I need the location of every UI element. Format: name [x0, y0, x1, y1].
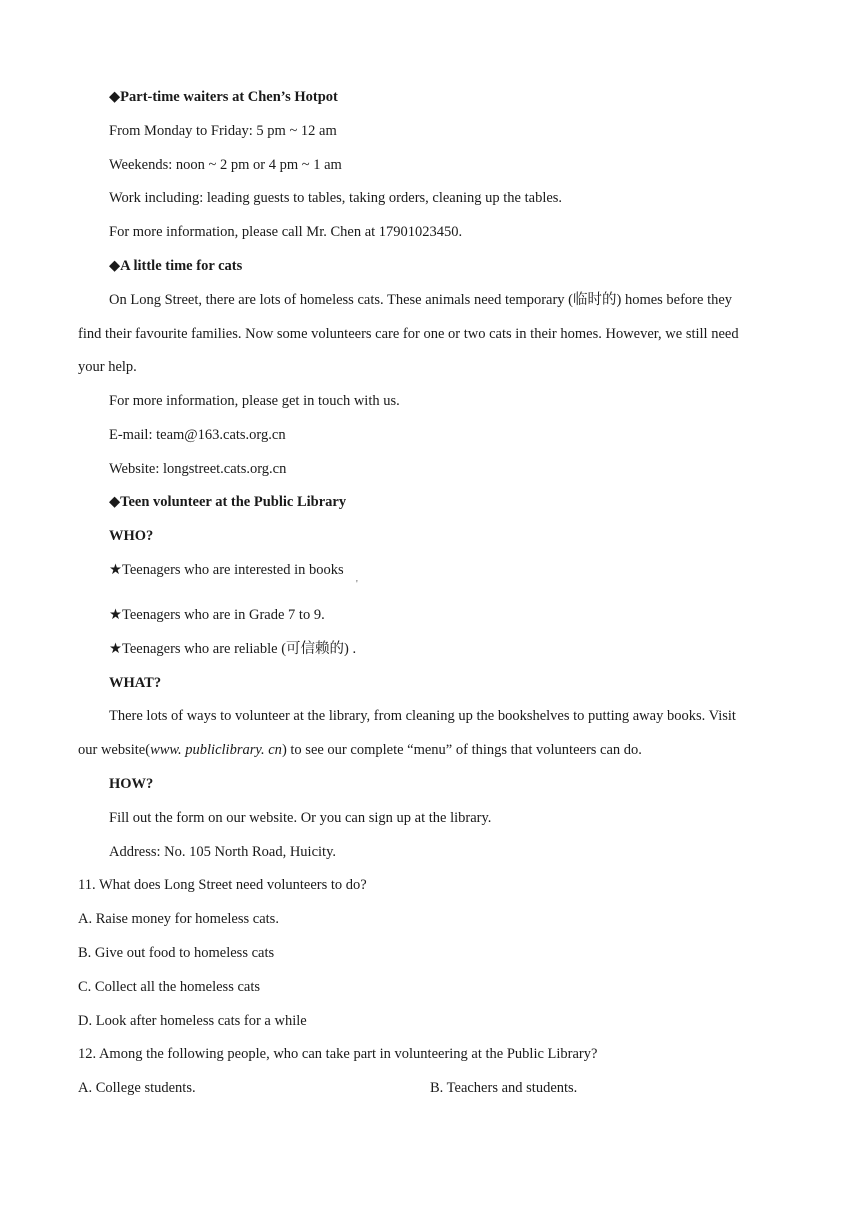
library-what-line: There lots of ways to volunteer at the library, from cleaning up the bookshelves to putting away books. Visit	[109, 708, 736, 724]
question-option: A. Raise money for homeless cats.	[78, 911, 279, 927]
library-how-label: HOW?	[109, 776, 154, 792]
hotpot-weekdays: From Monday to Friday: 5 pm ~ 12 am	[109, 123, 337, 139]
library-address: Address: No. 105 North Road, Huicity.	[109, 844, 337, 860]
cats-email: E-mail: team@163.cats.org.cn	[109, 427, 286, 443]
library-how-line: Fill out the form on our website. Or you can sign up at the library.	[109, 810, 492, 826]
cats-body-line: On Long Street, there are lots of homeless cats. These animals need temporary (临时的) homes before they	[109, 292, 733, 308]
library-who-item: ★Teenagers who are interested in books	[109, 562, 344, 578]
library-what-line	[78, 740, 642, 760]
library-what-text: ) to see our complete “menu” of things that volunteers can do.	[281, 742, 642, 758]
question-stem: 11. What does Long Street need volunteers to do?	[78, 877, 367, 893]
library-heading: ◆Teen volunteer at the Public Library	[109, 494, 347, 510]
hotpot-heading: ◆Part-time waiters at Chen’s Hotpot	[109, 89, 338, 105]
cats-heading: ◆A little time for cats	[109, 258, 243, 274]
cats-body-line: find their favourite families. Now some volunteers care for one or two cats in their homes. However, we still need	[78, 326, 739, 342]
question-option: A. College students.	[78, 1080, 196, 1096]
question-option: C. Collect all the homeless cats	[78, 979, 261, 995]
hotpot-weekends: Weekends: noon ~ 2 pm or 4 pm ~ 1 am	[109, 157, 342, 173]
stray-mark: '	[356, 579, 358, 590]
library-what-text: our website(	[78, 742, 151, 758]
hotpot-contact: For more information, please call Mr. Chen at 17901023450.	[109, 224, 463, 240]
hotpot-work: Work including: leading guests to tables, taking orders, cleaning up the tables.	[109, 190, 563, 206]
question-option: B. Teachers and students.	[430, 1080, 578, 1096]
cats-body-line: your help.	[78, 359, 137, 375]
library-who-label: WHO?	[109, 528, 154, 544]
library-who-item: ★Teenagers who are in Grade 7 to 9.	[109, 607, 325, 623]
library-who-item: ★Teenagers who are reliable (可信赖的) .	[109, 641, 357, 657]
cats-contact: For more information, please get in touch with us.	[109, 393, 400, 409]
question-stem: 12. Among the following people, who can take part in volunteering at the Public Library?	[78, 1046, 598, 1062]
library-website-link: www. publiclibrary. cn	[150, 742, 282, 758]
cats-website: Website: longstreet.cats.org.cn	[109, 461, 287, 477]
question-option: B. Give out food to homeless cats	[78, 945, 275, 961]
library-what-label: WHAT?	[109, 675, 162, 691]
question-option: D. Look after homeless cats for a while	[78, 1013, 307, 1029]
